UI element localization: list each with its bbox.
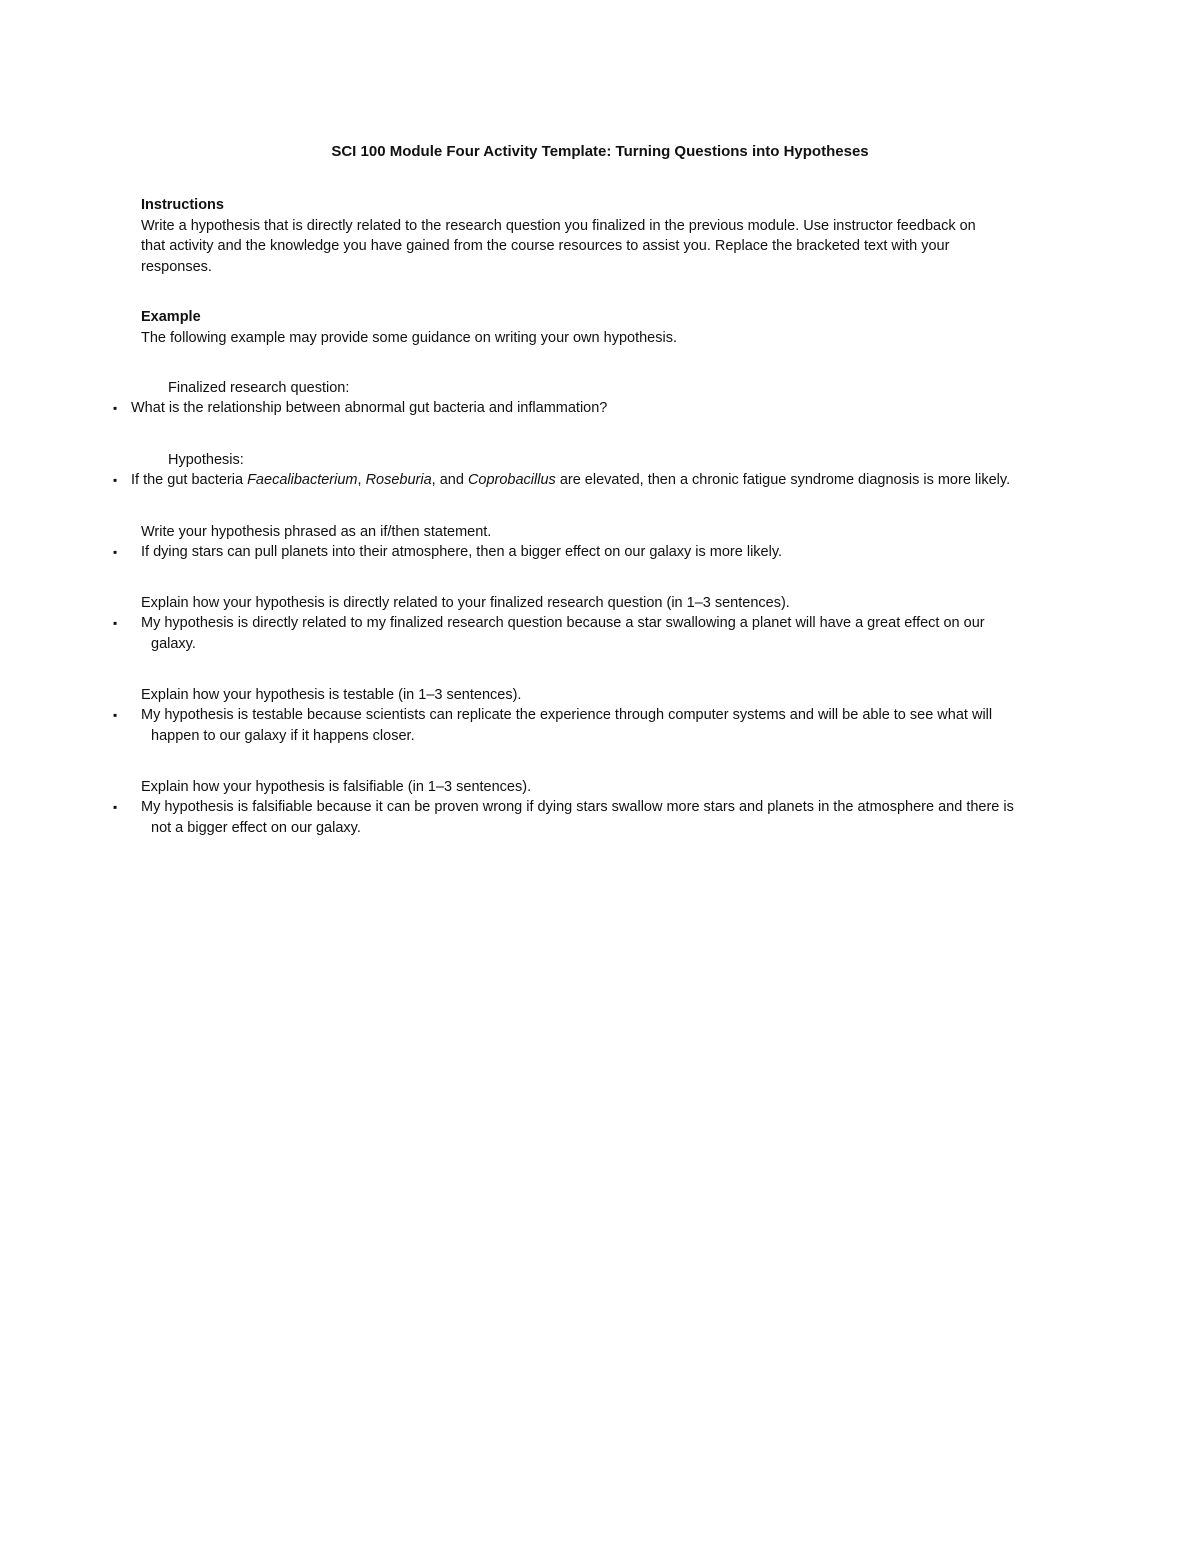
hypothesis-text-part: , and [431,472,468,488]
sample-hypothesis-label: Hypothesis: [168,452,244,468]
response-prompt-falsifiable: Explain how your hypothesis is falsifiable (in 1–3 sentences). [141,779,532,795]
instructions-body-line2: that activity and the knowledge you have gained from the course resources to assist you. Replace the bracketed text with your [141,238,950,254]
response-line: My hypothesis is falsifiable because it can be proven wrong if dying stars swallow more stars and planets in the atmosphere and there is [141,799,1014,815]
response-text-falsifiable [141,797,1056,838]
response-line: not a bigger effect on our galaxy. [151,819,361,836]
sample-question-text: What is the relationship between abnormal gut bacteria and inflammation? [131,400,608,416]
hypothesis-text-part: are elevated, then a chronic fatigue syndrome diagnosis is more likely. [555,472,1011,488]
instructions-heading: Instructions [141,197,224,213]
response-line: My hypothesis is directly related to my finalized research question because a star swallowing a planet will have a great effect on our [141,615,985,631]
bacteria-name: Coprobacillus [467,472,556,488]
instructions-body-line1: Write a hypothesis that is directly related to the research question you finalized in the previous module. Use instructor feedback on [141,217,976,234]
instructions-section [141,195,1051,277]
bullet-icon: ▪ [113,708,118,722]
response-prompt-testable: Explain how your hypothesis is testable (in 1–3 sentences). [141,687,522,703]
bullet-icon: ▪ [113,473,118,487]
hypothesis-text-part: If the gut bacteria [131,472,248,488]
response-line: My hypothesis is testable because scientists can replicate the experience through computer systems and will be able to see what will [141,707,993,723]
bullet-icon: ▪ [113,401,118,415]
response-text-ifthen: If dying stars can pull planets into their atmosphere, then a bigger effect on our galaxy is more likely. [141,544,783,560]
bullet-icon: ▪ [113,616,118,630]
response-text-testable [141,705,1056,746]
bullet-icon: ▪ [113,800,118,814]
example-heading: Example [141,309,201,325]
sample-hypothesis-text [131,470,1056,491]
sample-question-label: Finalized research question: [168,380,350,396]
instructions-body-line3: responses. [141,258,212,275]
response-prompt-ifthen: Write your hypothesis phrased as an if/then statement. [141,524,492,540]
response-line: happen to our galaxy if it happens closer. [151,727,415,744]
example-section [141,307,1051,348]
document-title: SCI 100 Module Four Activity Template: Turning Questions into Hypotheses [331,143,869,160]
bullet-icon: ▪ [113,545,118,559]
example-body: The following example may provide some guidance on writing your own hypothesis. [141,329,677,346]
bacteria-name: Faecalibacterium [247,472,358,488]
hypothesis-text-part: , [357,472,366,488]
response-line: galaxy. [151,635,196,652]
response-prompt-related: Explain how your hypothesis is directly related to your finalized research question (in 1–3 sentences). [141,595,790,611]
bacteria-name: Roseburia [365,472,432,488]
response-text-related [141,613,1056,654]
